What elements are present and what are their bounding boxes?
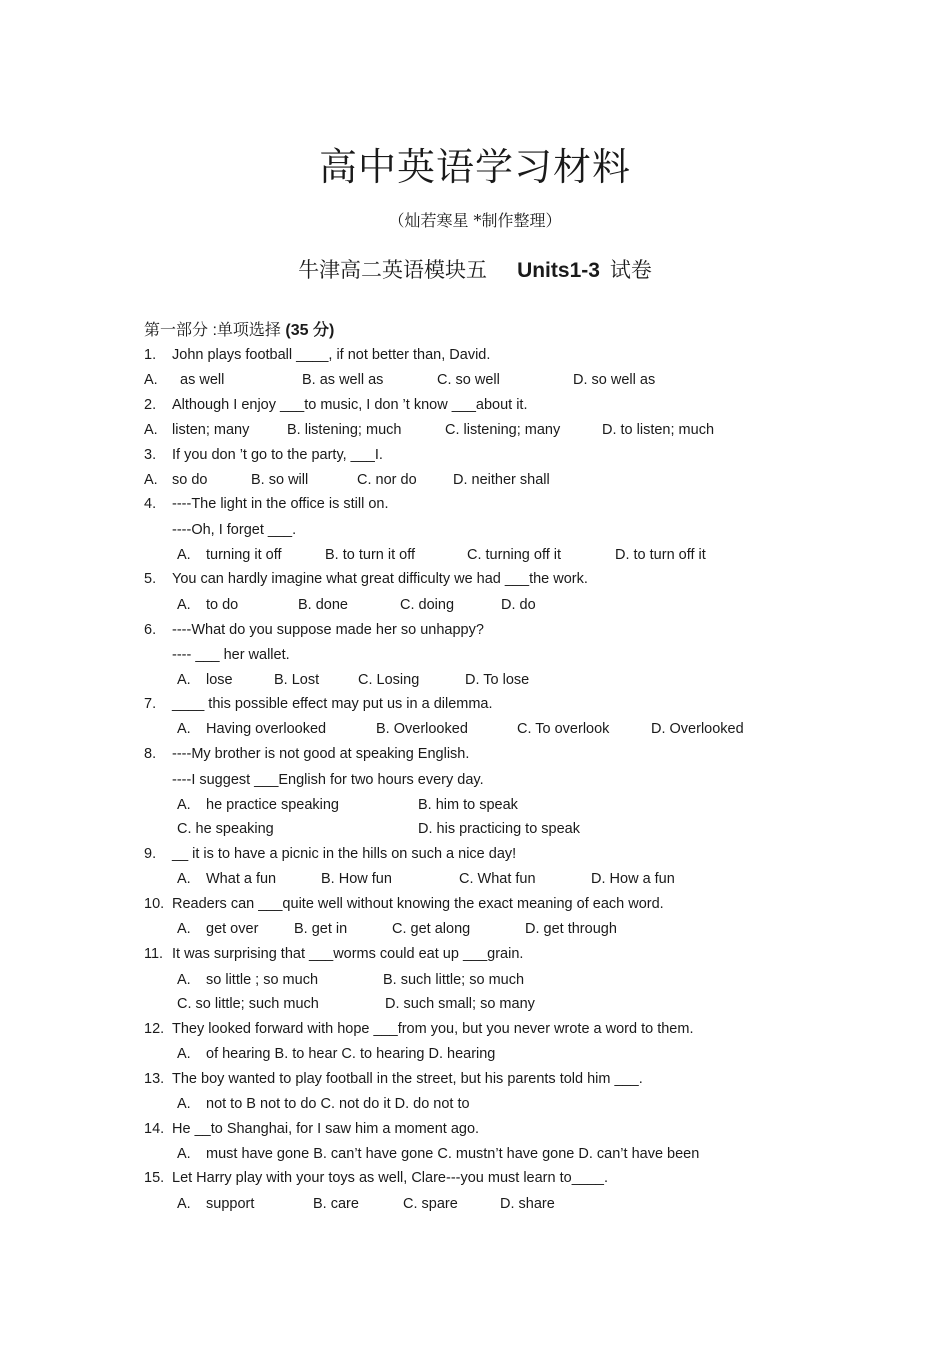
line-text: support	[206, 1196, 255, 1212]
line-number: 10.	[144, 896, 165, 912]
section-score: (35 分)	[285, 322, 335, 339]
line-text: Let Harry play with your toys as well, Clare---you must learn to____.	[172, 1170, 608, 1186]
line-text: so do	[172, 472, 208, 488]
line-text: turning it off	[206, 547, 282, 563]
line-number: A.	[144, 422, 158, 438]
option-text: C. listening; many	[445, 422, 561, 438]
line-number: A.	[177, 1046, 191, 1062]
line-text: They looked forward with hope ___from you, but you never wrote a word to them.	[172, 1021, 694, 1037]
line-number: A.	[177, 547, 191, 563]
option-text: D. Overlooked	[651, 721, 744, 737]
line-number: 11.	[144, 946, 164, 962]
line-number: 5.	[144, 571, 157, 587]
option-text: C. Losing	[358, 672, 420, 688]
line-number: A.	[177, 921, 191, 937]
option-text: B. listening; much	[287, 422, 402, 438]
option-text: D. so well as	[573, 372, 656, 388]
line-text: he practice speaking	[206, 797, 339, 813]
line-number: A.	[177, 972, 191, 988]
line-number: 3.	[144, 447, 157, 463]
line-number: A.	[177, 672, 191, 688]
line-text: C. so little; such much	[177, 996, 319, 1012]
section-label: 第一部分 :	[144, 322, 217, 339]
option-text: C. nor do	[357, 472, 417, 488]
option-text: B. him to speak	[418, 797, 518, 813]
line-number: 7.	[144, 696, 157, 712]
page-title: 高中英语学习材料	[318, 145, 631, 189]
line-text: ----What do you suppose made her so unhappy?	[172, 622, 484, 638]
option-text: C. get along	[392, 921, 471, 937]
option-text: B. as well as	[302, 372, 384, 388]
line-number: A.	[177, 597, 191, 613]
line-text: lose	[206, 672, 233, 688]
line-text: C. he speaking	[177, 821, 274, 837]
page-subtitle: （灿若寒星 *制作整理）	[388, 211, 562, 230]
line-number: 15.	[144, 1170, 165, 1186]
exam-title	[0, 254, 950, 284]
line-number: A.	[177, 1196, 191, 1212]
line-text: get over	[206, 921, 259, 937]
line-text: It was surprising that ___worms could eat up ___grain.	[172, 946, 524, 962]
option-text: B. care	[313, 1196, 359, 1212]
option-text: B. so will	[251, 472, 309, 488]
line-text: What a fun	[206, 871, 277, 887]
line-text: The boy wanted to play football in the street, but his parents told him ___.	[172, 1071, 643, 1087]
option-text: D. neither shall	[453, 472, 550, 488]
line-text: listen; many	[172, 422, 250, 438]
line-number: 1.	[144, 347, 157, 363]
line-number: 14.	[144, 1121, 165, 1137]
line-text: You can hardly imagine what great difficulty we had ___the work.	[172, 571, 588, 587]
option-text: C. What fun	[459, 871, 536, 887]
option-text: C. doing	[400, 597, 455, 613]
option-text: B. How fun	[321, 871, 392, 887]
line-number: 6.	[144, 622, 157, 638]
option-text: B. Lost	[274, 672, 320, 688]
line-number: A.	[177, 797, 191, 813]
line-text: as well	[180, 372, 225, 388]
option-text: D. To lose	[465, 672, 530, 688]
line-text: Although I enjoy ___to music, I don ’t know ___about it.	[172, 397, 528, 413]
option-text: D. get through	[525, 921, 617, 937]
line-text: of hearing B. to hear C. to hearing D. hearing	[206, 1046, 496, 1062]
line-number: 13.	[144, 1071, 165, 1087]
option-text: C. spare	[403, 1196, 458, 1212]
option-text: D. share	[500, 1196, 555, 1212]
line-text: must have gone B. can’t have gone C. mustn’t have gone D. can’t have been	[206, 1146, 700, 1162]
line-text: Having overlooked	[206, 721, 327, 737]
line-text: ---- ___ her wallet.	[172, 647, 290, 663]
line-text: __ it is to have a picnic in the hills on such a nice day!	[172, 846, 517, 862]
option-text: B. such little; so much	[383, 972, 525, 988]
option-text: D. such small; so many	[385, 996, 535, 1012]
line-text: If you don ’t go to the party, ___I.	[172, 447, 383, 463]
line-text: ----Oh, I forget ___.	[172, 522, 297, 538]
line-text: He __to Shanghai, for I saw him a moment ago.	[172, 1121, 480, 1137]
line-text: not to B not to do C. not do it D. do not to	[206, 1096, 470, 1112]
option-text: C. so well	[437, 372, 500, 388]
exam-title-suffix: 试卷	[609, 258, 652, 282]
option-text: D. his practicing to speak	[418, 821, 580, 837]
line-number: A.	[144, 472, 158, 488]
line-text: Readers can ___quite well without knowing the exact meaning of each word.	[172, 896, 664, 912]
line-text: ----I suggest ___English for two hours every day.	[172, 772, 484, 788]
line-text: ----The light in the office is still on.	[172, 496, 389, 512]
option-text: C. To overlook	[517, 721, 610, 737]
line-number: A.	[177, 1146, 191, 1162]
option-text: D. to turn off it	[615, 547, 706, 563]
line-number: A.	[177, 721, 191, 737]
line-number: 8.	[144, 746, 157, 762]
line-text: to do	[206, 597, 239, 613]
line-text: John plays football ____, if not better than, David.	[172, 347, 491, 363]
line-number: 2.	[144, 397, 157, 413]
option-text: D. How a fun	[591, 871, 675, 887]
line-number: A.	[177, 1096, 191, 1112]
line-text: ____ this possible effect may put us in a dilemma.	[172, 696, 493, 712]
line-text: ----My brother is not good at speaking English.	[172, 746, 470, 762]
line-number: 12.	[144, 1021, 165, 1037]
option-text: B. get in	[294, 921, 348, 937]
option-text: B. to turn it off	[325, 547, 416, 563]
line-text: so little ; so much	[206, 972, 319, 988]
section-heading	[144, 317, 334, 340]
option-text: B. Overlooked	[376, 721, 468, 737]
line-number: 4.	[144, 496, 157, 512]
option-text: C. turning off it	[467, 547, 562, 563]
line-number: A.	[144, 372, 158, 388]
line-number: 9.	[144, 846, 157, 862]
exam-title-en: Units1-3	[517, 259, 600, 282]
section-name: 单项选择	[216, 322, 281, 339]
option-text: B. done	[298, 597, 348, 613]
option-text: D. do	[501, 597, 536, 613]
exam-title-cn: 牛津高二英语模块五	[298, 258, 488, 282]
line-number: A.	[177, 871, 191, 887]
option-text: D. to listen; much	[602, 422, 715, 438]
